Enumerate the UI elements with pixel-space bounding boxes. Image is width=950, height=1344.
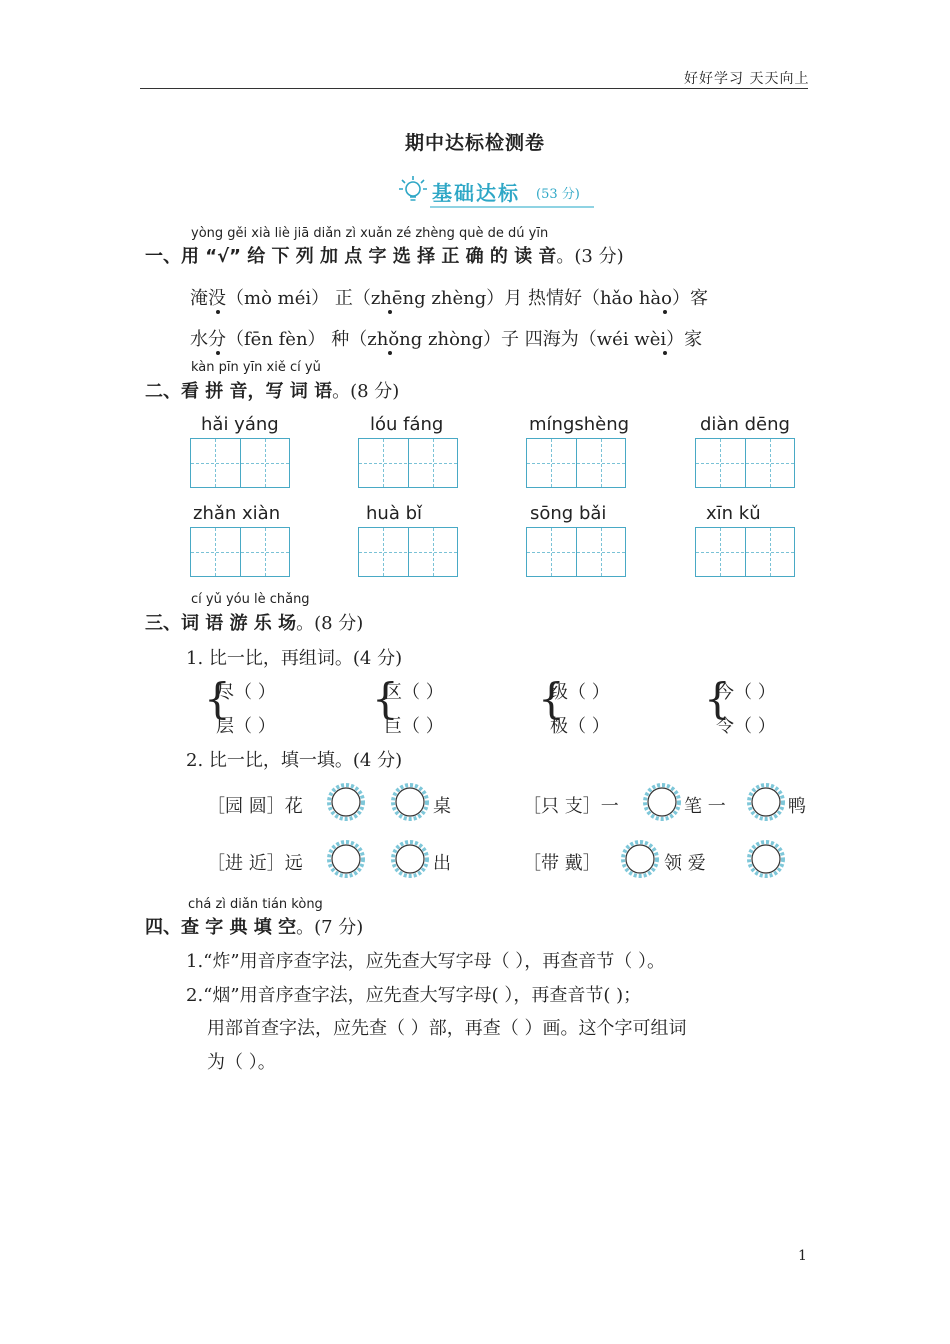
q3-heading xyxy=(145,609,363,635)
writing-grid[interactable] xyxy=(190,527,290,577)
writing-grid[interactable] xyxy=(695,438,795,488)
pinyin-word: hǎi yáng xyxy=(201,414,279,435)
pair-item: 区（ ） xyxy=(384,682,444,703)
emphasis-dot xyxy=(663,310,667,314)
header-rule xyxy=(140,88,808,89)
flower-answer-box[interactable] xyxy=(390,839,430,879)
q1-row-2: 水分（fēn fèn） 种（zhǒng zhòng）子 四海为（wéi wèi）家 xyxy=(190,329,703,350)
banner-text: 基础达标 xyxy=(432,181,520,205)
q4-line-4: 为（ ）。 xyxy=(207,1052,276,1073)
header-motto: 好好学习 天天向上 xyxy=(684,71,810,87)
fill-row2-mid: 出 xyxy=(433,853,451,874)
q1-heading-text: 一、用 “√” 给 下 列 加 点 字 选 择 正 确 的 读 音 xyxy=(145,246,557,267)
fill-row1-right-b: 笔 一 xyxy=(684,796,726,817)
section-banner xyxy=(396,173,596,209)
q4-score: 。(7 分) xyxy=(296,917,364,938)
q1-heading xyxy=(145,242,624,268)
fill-row1-right-a: ［只 支］一 xyxy=(523,796,619,817)
q2-heading xyxy=(145,377,399,403)
writing-grid[interactable] xyxy=(526,438,626,488)
brace: { xyxy=(204,674,231,723)
flower-answer-box[interactable] xyxy=(642,782,682,822)
q2-score: 。(8 分) xyxy=(332,381,400,402)
emphasis-dot xyxy=(663,351,667,355)
brace: { xyxy=(372,674,399,723)
page-title: 期中达标检测卷 xyxy=(404,132,545,154)
writing-grid[interactable] xyxy=(190,438,290,488)
writing-grid[interactable] xyxy=(526,527,626,577)
writing-grid[interactable] xyxy=(695,527,795,577)
banner-score: (53 分) xyxy=(536,187,580,202)
q3-heading-text: 三、词 语 游 乐 场 xyxy=(145,613,297,634)
page-number: 1 xyxy=(798,1248,807,1264)
emphasis-dot xyxy=(388,351,392,355)
writing-grid[interactable] xyxy=(358,438,458,488)
pinyin-word: huà bǐ xyxy=(366,503,422,524)
fill-row1-left: ［园 圆］花 xyxy=(207,796,303,817)
q4-pinyin: chá zì diǎn tián kòng xyxy=(188,897,323,912)
q4-heading-text: 四、查 字 典 填 空 xyxy=(145,917,297,938)
q1-pinyin: yòng gěi xià liè jiā diǎn zì xuǎn zé zhèng què de dú yīn xyxy=(191,226,549,241)
fill-row2-left: ［进 近］远 xyxy=(207,853,303,874)
pinyin-word: xīn kǔ xyxy=(706,503,761,524)
pair-item: 极（ ） xyxy=(550,716,610,737)
emphasis-dot xyxy=(388,310,392,314)
pinyin-word: lóu fáng xyxy=(370,414,444,435)
pinyin-word: sōng bǎi xyxy=(530,503,607,524)
writing-grid[interactable] xyxy=(358,527,458,577)
emphasis-dot xyxy=(216,351,220,355)
q2-pinyin: kàn pīn yīn xiě cí yǔ xyxy=(191,360,321,375)
brace: { xyxy=(538,674,565,723)
pair-item: 巨（ ） xyxy=(384,716,444,737)
flower-answer-box[interactable] xyxy=(746,839,786,879)
flower-answer-box[interactable] xyxy=(746,782,786,822)
q1-score: 。(3 分) xyxy=(556,246,624,267)
fill-row1-mid: 桌 xyxy=(433,796,451,817)
banner-underline xyxy=(430,206,594,208)
pair-item: 今（ ） xyxy=(716,682,776,703)
q4-heading xyxy=(145,913,363,939)
q4-line-2: 2.“烟”用音序查字法，应先查大写字母( ），再查音节( )； xyxy=(186,985,642,1006)
fill-row1-right-c: 鸭 xyxy=(788,796,806,817)
q1-row-1: 淹没（mò méi） 正（zhēng zhèng）月 热情好（hǎo hào）客 xyxy=(190,288,708,309)
flower-answer-box[interactable] xyxy=(620,839,660,879)
q3-pinyin: cí yǔ yóu lè chǎng xyxy=(191,592,310,607)
q3-sub2: 2. 比一比，填一填。(4 分) xyxy=(186,750,403,771)
pinyin-word: míngshèng xyxy=(529,414,630,435)
fill-row2-right-b: 领 爱 xyxy=(664,853,706,874)
brace: { xyxy=(704,674,731,723)
pinyin-word: zhǎn xiàn xyxy=(193,503,281,524)
flower-answer-box[interactable] xyxy=(390,782,430,822)
pair-item: 层（ ） xyxy=(216,716,276,737)
q2-heading-text: 二、看 拼 音，写 词 语 xyxy=(145,381,333,402)
flower-answer-box[interactable] xyxy=(326,839,366,879)
emphasis-dot xyxy=(216,310,220,314)
pinyin-word: diàn dēng xyxy=(700,414,790,435)
pair-item: 令（ ） xyxy=(716,716,776,737)
q4-line-3: 用部首查字法，应先查（ ）部，再查（ ）画。这个字可组词 xyxy=(207,1018,687,1039)
q3-score: 。(8 分) xyxy=(296,613,364,634)
pair-item: 尽（ ） xyxy=(216,682,276,703)
pair-item: 级（ ） xyxy=(550,682,610,703)
fill-row2-right-a: ［带 戴］ xyxy=(523,853,601,874)
lightbulb-icon xyxy=(396,173,430,207)
flower-answer-box[interactable] xyxy=(326,782,366,822)
q4-line-1: 1.“炸”用音序查字法，应先查大写字母（ ），再查音节（ ）。 xyxy=(186,951,666,972)
q3-sub1: 1. 比一比，再组词。(4 分) xyxy=(186,648,403,669)
